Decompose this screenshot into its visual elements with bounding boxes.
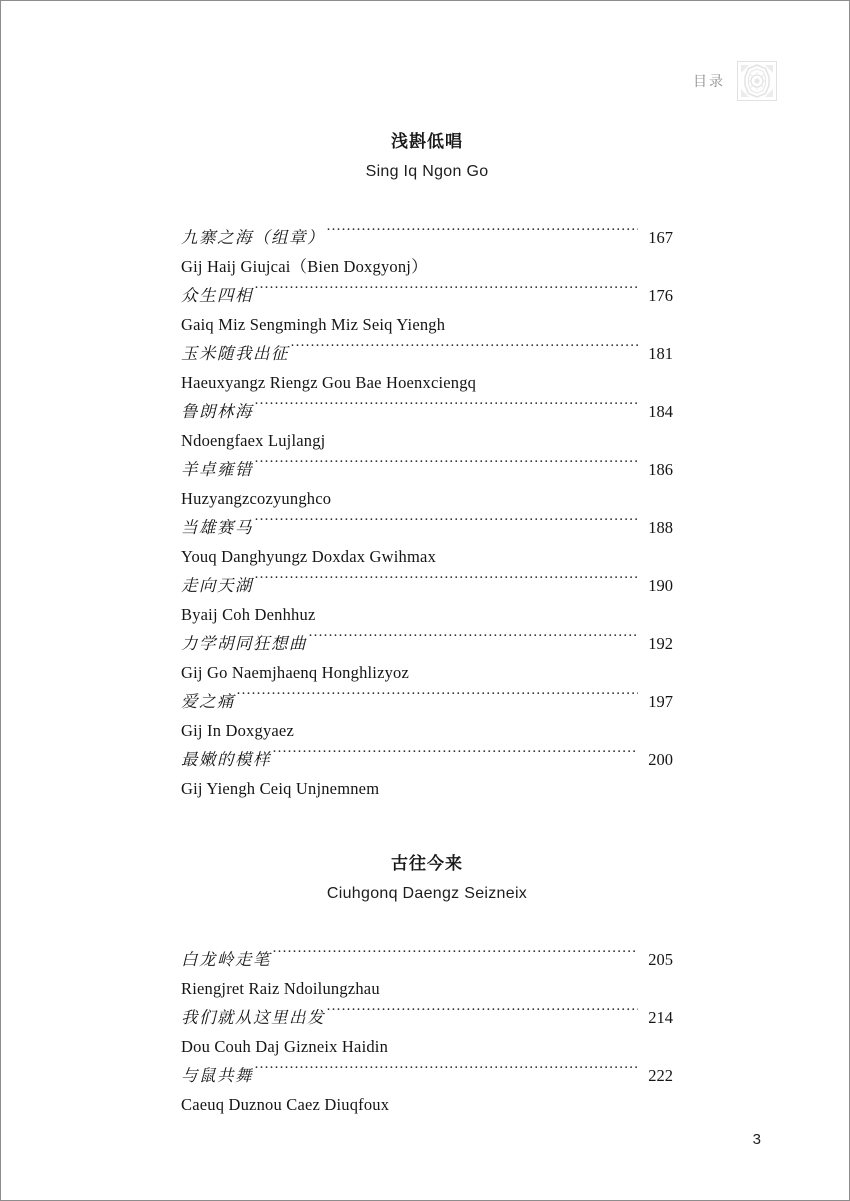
- toc-entry[interactable]: [181, 571, 673, 629]
- toc-entry[interactable]: [181, 455, 673, 513]
- toc-section: [181, 851, 673, 1119]
- toc-entry-page-number: 214: [648, 1008, 673, 1027]
- toc-entry[interactable]: [181, 1003, 673, 1061]
- toc-entry-title: 与鼠共舞: [181, 1066, 253, 1085]
- toc-entry-title: 九寨之海（组章）: [181, 228, 325, 247]
- toc-entry-line[interactable]: [181, 629, 673, 658]
- toc-entry-page-number: 184: [648, 402, 673, 421]
- toc-entry-page-number: 167: [648, 228, 673, 247]
- dot-leader: [272, 749, 638, 765]
- dot-leader: [254, 517, 638, 533]
- toc-entry-title: 玉米随我出征: [181, 344, 289, 363]
- toc-entry-page-number: 197: [648, 692, 673, 711]
- toc-entry-subtitle: Byaij Coh Denhhuz: [181, 605, 316, 624]
- running-header: [693, 61, 777, 101]
- dot-leader: [254, 575, 638, 591]
- toc-entry-subtitle: Youq Danghyungz Doxdax Gwihmax: [181, 547, 437, 566]
- toc-section: [181, 129, 673, 803]
- toc-entry-title: 鲁朗林海: [181, 402, 253, 421]
- toc-entry-page-number: 222: [648, 1066, 673, 1085]
- toc-entry-line[interactable]: [181, 945, 673, 974]
- toc-entry-page-number: 181: [648, 344, 673, 363]
- toc-entry[interactable]: [181, 629, 673, 687]
- dot-leader: [254, 285, 638, 301]
- running-header-label: 目录: [693, 73, 725, 89]
- dot-leader: [326, 1007, 638, 1023]
- toc-content: [181, 129, 673, 1119]
- section-title-zhuang: Sing Iq Ngon Go: [365, 163, 489, 180]
- toc-entry-title: 白龙岭走笔: [181, 950, 271, 969]
- toc-entry[interactable]: [181, 1061, 673, 1119]
- dot-leader: [272, 949, 638, 965]
- section-title-zhuang: Ciuhgonq Daengz Seizneix: [326, 885, 528, 902]
- toc-entry-subtitle: Gaiq Miz Sengmingh Miz Seiq Yiengh: [181, 315, 446, 334]
- toc-entry-title: 当雄赛马: [181, 518, 253, 537]
- toc-entry-title: 力学胡同狂想曲: [181, 634, 307, 653]
- toc-entry-line[interactable]: [181, 339, 673, 368]
- section-heading: [181, 129, 673, 187]
- toc-entry-page-number: 190: [648, 576, 673, 595]
- toc-entry-line[interactable]: [181, 687, 673, 716]
- toc-entry-title: 我们就从这里出发: [181, 1008, 325, 1027]
- toc-entry-subtitle: Gij Yiengh Ceiq Unjnemnem: [181, 779, 380, 798]
- toc-entry[interactable]: [181, 513, 673, 571]
- toc-entry-title: 羊卓雍错: [181, 460, 253, 479]
- toc-entry-subtitle: Ndoengfaex Lujlangj: [181, 431, 326, 450]
- toc-entry-title: 走向天湖: [181, 576, 253, 595]
- toc-entry[interactable]: [181, 945, 673, 1003]
- toc-entry-title: 众生四相: [181, 286, 253, 305]
- toc-entry-page-number: 205: [648, 950, 673, 969]
- toc-entry-subtitle: Haeuxyangz Riengz Gou Bae Hoenxciengq: [181, 373, 477, 392]
- dot-leader: [236, 691, 638, 707]
- toc-entry-line[interactable]: [181, 513, 673, 542]
- toc-entry-line[interactable]: [181, 1061, 673, 1090]
- page-number: 3: [752, 1131, 761, 1148]
- toc-entry-subtitle: Huzyangzcozyunghco: [181, 489, 332, 508]
- toc-entry[interactable]: [181, 281, 673, 339]
- toc-entry[interactable]: [181, 397, 673, 455]
- toc-entry[interactable]: [181, 339, 673, 397]
- toc-entry-subtitle: Dou Couh Daj Gizneix Haidin: [181, 1037, 389, 1056]
- dot-leader: [254, 401, 638, 417]
- dot-leader: [326, 227, 638, 243]
- dot-leader: [308, 633, 638, 649]
- toc-entry-subtitle: Gij In Doxgyaez: [181, 721, 294, 740]
- dot-leader: [290, 343, 638, 359]
- toc-entry-page-number: 176: [648, 286, 673, 305]
- toc-entry[interactable]: [181, 745, 673, 803]
- dot-leader: [254, 459, 638, 475]
- dot-leader: [254, 1065, 638, 1081]
- toc-entry-page-number: 200: [648, 750, 673, 769]
- toc-entry-subtitle: Caeuq Duznou Caez Diuqfoux: [181, 1095, 390, 1114]
- toc-entry-subtitle: Gij Haij Giujcai（Bien Doxgyonj）: [181, 257, 428, 276]
- section-heading: [181, 851, 673, 909]
- toc-entry-line[interactable]: [181, 571, 673, 600]
- toc-entry-line[interactable]: [181, 1003, 673, 1032]
- toc-entry-line[interactable]: [181, 745, 673, 774]
- toc-entry-title: 爱之痛: [181, 692, 235, 711]
- toc-entry-subtitle: Gij Go Naemjhaenq Honghlizyoz: [181, 663, 410, 682]
- section-title-chinese: 古往今来: [391, 854, 463, 874]
- toc-entry-list: [181, 223, 673, 803]
- toc-entry-title: 最嫩的模样: [181, 750, 271, 769]
- section-title-chinese: 浅斟低唱: [391, 132, 463, 152]
- toc-entry-list: [181, 945, 673, 1119]
- toc-entry-page-number: 188: [648, 518, 673, 537]
- toc-entry-line[interactable]: [181, 455, 673, 484]
- toc-entry[interactable]: [181, 687, 673, 745]
- toc-entry-line[interactable]: [181, 281, 673, 310]
- toc-entry-subtitle: Riengjret Raiz Ndoilungzhau: [181, 979, 380, 998]
- toc-entry-page-number: 186: [648, 460, 673, 479]
- toc-entry-line[interactable]: [181, 397, 673, 426]
- toc-entry-line[interactable]: [181, 223, 673, 252]
- toc-entry-page-number: 192: [648, 634, 673, 653]
- floral-medallion-ornament-icon: [737, 61, 777, 101]
- toc-entry[interactable]: [181, 223, 673, 281]
